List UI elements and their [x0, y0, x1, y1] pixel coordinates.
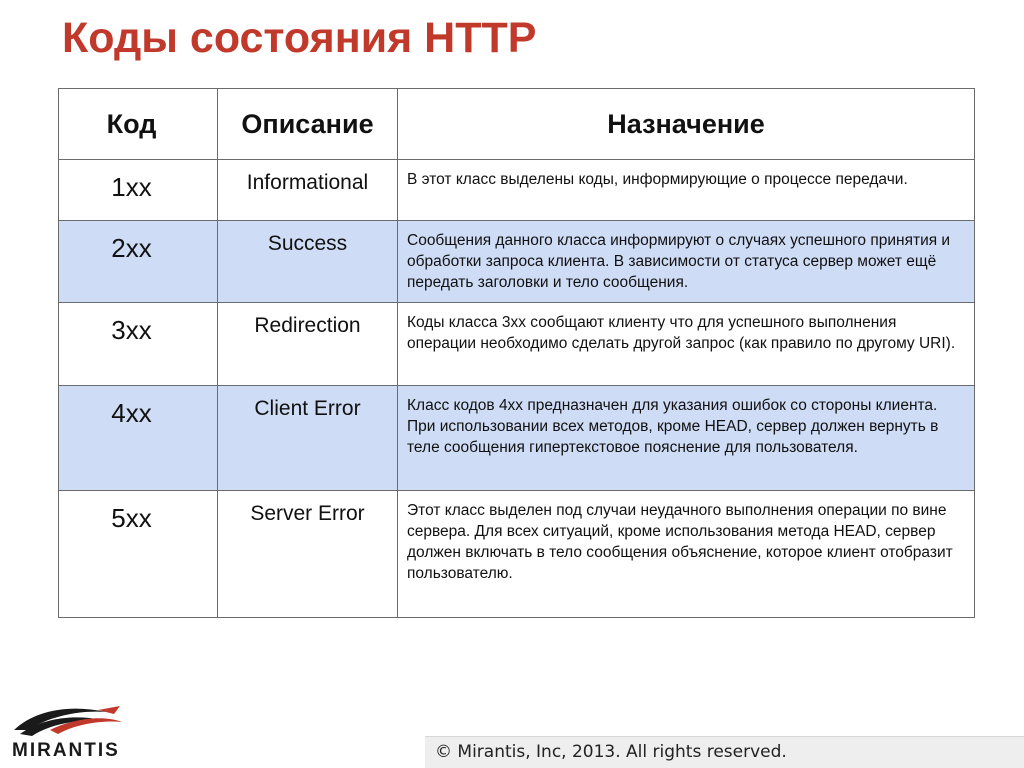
cell-code: 5xx [59, 491, 218, 618]
http-status-table [58, 88, 975, 618]
slide-title: Коды состояния HTTP [62, 14, 537, 62]
cell-description: Informational [218, 160, 398, 221]
table-row-4xx [59, 386, 975, 491]
header-description: Описание [218, 89, 398, 160]
cell-code: 2xx [59, 221, 218, 303]
header-code: Код [59, 89, 218, 160]
cell-description: Success [218, 221, 398, 303]
cell-purpose: В этот класс выделены коды, информирующие о процессе передачи. [398, 160, 975, 221]
table-row-2xx [59, 221, 975, 303]
copyright-text: © Mirantis, Inc, 2013. All rights reserved. [435, 742, 787, 762]
logo-wordmark: MIRANTIS [12, 740, 120, 761]
table-row-3xx [59, 303, 975, 386]
cell-purpose: Этот класс выделен под случаи неудачного выполнения операции по вине сервера. Для всех ситуаций, кроме использования метода HEAD, сервер должен включать в тело сообщения объяснение, которое клиент отобразит пользователю. [398, 491, 975, 618]
table-header-row [59, 89, 975, 160]
cell-purpose: Коды класса 3xx сообщают клиенту что для успешного выполнения операции необходимо сделать другой запрос (как правило по другому URI). [398, 303, 975, 386]
cell-code: 3xx [59, 303, 218, 386]
cell-description: Client Error [218, 386, 398, 491]
cell-purpose: Класс кодов 4xx предназначен для указания ошибок со стороны клиента. При использовании всех методов, кроме HEAD, сервер должен вернуть в теле сообщения гипертекстовое пояснение для пользователя. [398, 386, 975, 491]
cell-code: 4xx [59, 386, 218, 491]
cell-purpose: Сообщения данного класса информируют о случаях успешного принятия и обработки запроса клиента. В зависимости от статуса сервер может ещё передать заголовки и тело сообщения. [398, 221, 975, 303]
table-row-1xx [59, 160, 975, 221]
cell-code: 1xx [59, 160, 218, 221]
footer-bar [425, 736, 1024, 768]
header-purpose: Назначение [398, 89, 975, 160]
cell-description: Server Error [218, 491, 398, 618]
table-row-5xx [59, 491, 975, 618]
cell-description: Redirection [218, 303, 398, 386]
